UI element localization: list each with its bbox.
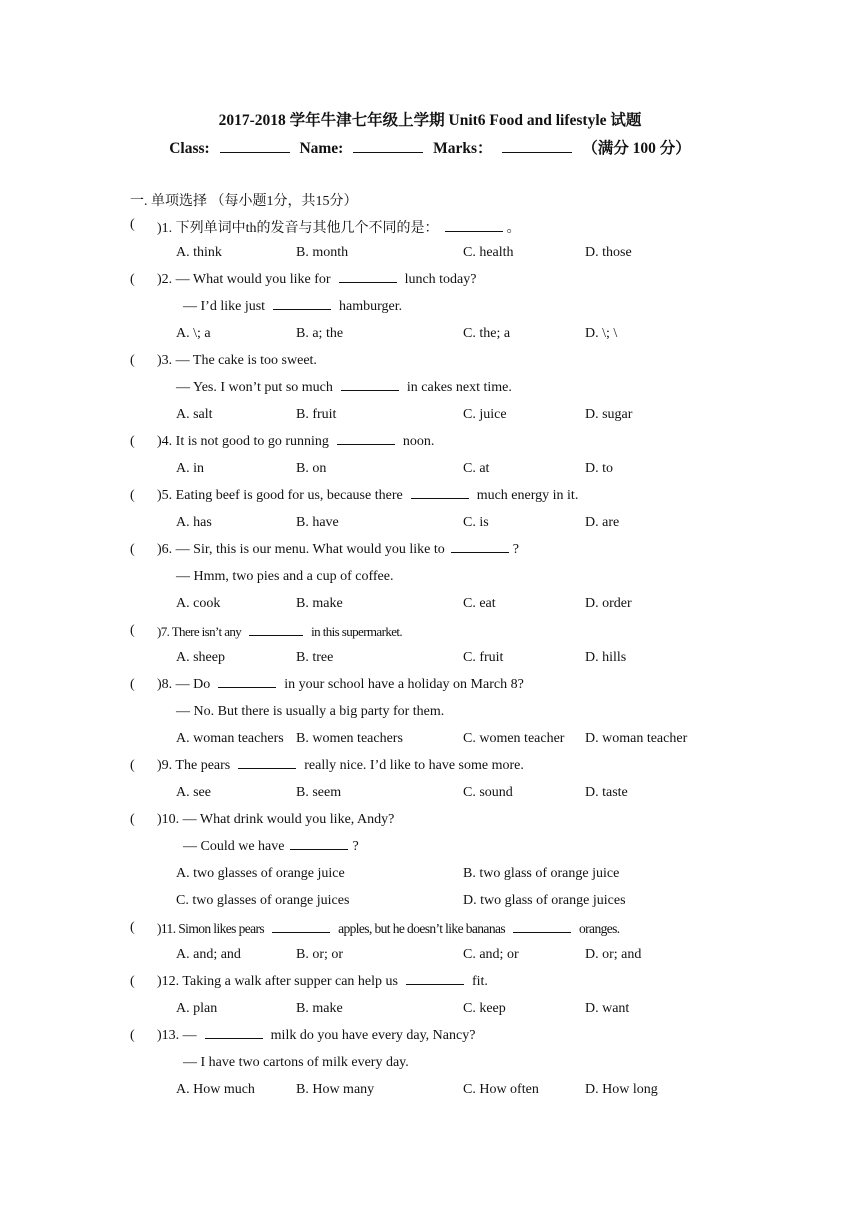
continuation-end: ?: [352, 839, 359, 854]
question-number: )2.: [157, 272, 173, 287]
question-text: [157, 488, 578, 504]
question-number: )7.: [157, 624, 170, 639]
option-d: D. \; \: [585, 326, 618, 341]
question-number: )12.: [157, 974, 180, 989]
option-c: C. two glasses of orange juices: [176, 893, 350, 908]
continuation-end: in cakes next time.: [406, 380, 512, 395]
option-b: B. How many: [296, 1082, 375, 1097]
answer-blank: [341, 380, 399, 391]
student-info-line: [0, 136, 860, 158]
answer-blank: [238, 758, 296, 769]
answer-paren: (: [130, 434, 135, 449]
option-a: A. sheep: [176, 650, 225, 665]
question-text: [157, 542, 519, 558]
option-a: A. see: [176, 785, 211, 800]
question-stem-end: 。: [506, 221, 521, 236]
option-c: C. the; a: [463, 326, 511, 341]
question-stem-end: fit.: [471, 974, 488, 989]
option-d: D. or; and: [585, 947, 642, 962]
marks-label: Marks：: [433, 140, 493, 157]
continuation-text: — I’d like just: [183, 299, 266, 314]
option-c: C. health: [463, 245, 514, 260]
option-c: C. How often: [463, 1082, 539, 1097]
answer-paren: (: [130, 272, 135, 287]
option-a: A. two glasses of orange juice: [176, 866, 345, 881]
option-b: B. or; or: [296, 947, 344, 962]
option-d: D. How long: [585, 1082, 658, 1097]
question-number: )6.: [157, 542, 173, 557]
answer-blank: [249, 625, 303, 636]
option-b: B. seem: [296, 785, 342, 800]
question-stem-end: milk do you have every day, Nancy?: [270, 1028, 476, 1043]
question-stem: 下列单词中th的发音与其他几个不同的是：: [175, 221, 439, 236]
question-stem: There isn’t any: [171, 624, 242, 639]
option-a: A. plan: [176, 1001, 218, 1016]
answer-paren: (: [130, 1028, 135, 1043]
answer-paren: (: [130, 920, 135, 935]
name-blank: [353, 140, 423, 153]
class-blank: [220, 140, 290, 153]
question-number: )10.: [157, 812, 180, 827]
question-text: [157, 974, 488, 990]
question-text: [157, 217, 521, 237]
option-d: D. woman teacher: [585, 731, 688, 746]
option-b: B. women teachers: [296, 731, 403, 746]
option-c: C. eat: [463, 596, 496, 611]
option-d: D. sugar: [585, 407, 633, 422]
question-stem: Eating beef is good for us, because there: [175, 488, 403, 503]
option-c: C. at: [463, 461, 490, 476]
option-c: C. fruit: [463, 650, 504, 665]
question-stem: — Sir, this is our menu. What would you like to: [175, 542, 445, 557]
option-d: D. taste: [585, 785, 628, 800]
option-c: C. and; or: [463, 947, 519, 962]
question-continuation: — I have two cartons of milk every day.: [183, 1055, 409, 1070]
answer-blank: [273, 299, 331, 310]
question-stem-end: in your school have a holiday on March 8?: [284, 677, 524, 692]
option-b: B. a; the: [296, 326, 344, 341]
option-b: B. make: [296, 1001, 343, 1016]
option-c: C. keep: [463, 1001, 506, 1016]
option-a: A. think: [176, 245, 222, 260]
option-b: B. have: [296, 515, 339, 530]
answer-blank: [445, 221, 503, 232]
option-b: B. make: [296, 596, 343, 611]
answer-paren: (: [130, 758, 135, 773]
continuation-text: — Yes. I won’t put so much: [176, 380, 333, 395]
option-a: A. salt: [176, 407, 213, 422]
option-a: A. woman teachers: [176, 731, 284, 746]
answer-paren: (: [130, 217, 135, 232]
option-d: D. want: [585, 1001, 630, 1016]
name-label: Name:: [299, 140, 344, 157]
question-number: )8.: [157, 677, 173, 692]
full-marks-note: （满分 100 分）: [582, 140, 691, 157]
question-number: )13.: [157, 1028, 180, 1043]
page-title: 2017-2018 学年牛津七年级上学期 Unit6 Food and lifestyle 试题: [218, 112, 642, 129]
option-d: D. hills: [585, 650, 627, 665]
marks-blank: [502, 140, 572, 153]
question-text: [157, 921, 620, 937]
answer-blank: [406, 974, 464, 985]
question-stem: The pears: [175, 758, 231, 773]
question-stem-end: in this supermarket.: [311, 624, 403, 639]
answer-blank: [205, 1028, 263, 1039]
option-d: D. those: [585, 245, 632, 260]
option-b: B. tree: [296, 650, 334, 665]
question-stem: — What would you like for: [175, 272, 331, 287]
question-number: )1.: [157, 221, 173, 236]
question-text: [157, 434, 434, 450]
answer-blank: [272, 922, 330, 933]
option-a: A. cook: [176, 596, 221, 611]
answer-paren: (: [130, 353, 135, 368]
question-stem: Simon likes pears: [178, 921, 265, 936]
question-number: )5.: [157, 488, 173, 503]
answer-blank: [290, 839, 348, 850]
answer-paren: (: [130, 488, 135, 503]
class-label: Class:: [169, 140, 210, 157]
option-a: A. and; and: [176, 947, 241, 962]
option-c: C. juice: [463, 407, 507, 422]
question-text: [157, 272, 476, 288]
question-stem: — What drink would you like, Andy?: [182, 812, 395, 827]
question-number: )11.: [157, 921, 176, 936]
question-text: [157, 353, 317, 369]
question-continuation: [176, 380, 512, 396]
question-stem: — The cake is too sweet.: [175, 353, 317, 368]
question-stem-end: lunch today?: [404, 272, 477, 287]
option-c: C. women teacher: [463, 731, 565, 746]
question-number: )3.: [157, 353, 173, 368]
question-stem-end: ?: [512, 542, 519, 557]
question-stem-end: much energy in it.: [476, 488, 579, 503]
option-a: A. How much: [176, 1082, 255, 1097]
option-a: A. has: [176, 515, 212, 530]
question-stem-end: really nice. I’d like to have some more.: [304, 758, 524, 773]
option-c: C. is: [463, 515, 489, 530]
answer-blank: [337, 434, 395, 445]
question-text: [157, 758, 524, 774]
answer-blank: [339, 272, 397, 283]
option-d: D. order: [585, 596, 632, 611]
question-text: [157, 812, 394, 828]
question-stem: Taking a walk after supper can help us: [182, 974, 398, 989]
question-stem-end: oranges.: [579, 921, 620, 936]
question-continuation: [183, 299, 402, 315]
answer-paren: (: [130, 677, 135, 692]
question-stem-middle: apples, but he doesn’t like bananas: [338, 921, 506, 936]
question-continuation: — No. But there is usually a big party for them.: [176, 704, 445, 719]
option-a: A. \; a: [176, 326, 211, 341]
question-number: )9.: [157, 758, 173, 773]
question-continuation: — Hmm, two pies and a cup of coffee.: [176, 569, 394, 584]
continuation-text: — Could we have: [183, 839, 285, 854]
question-stem: —: [182, 1028, 197, 1043]
answer-paren: (: [130, 974, 135, 989]
option-b: B. month: [296, 245, 349, 260]
option-d: D. to: [585, 461, 613, 476]
question-stem-end: noon.: [402, 434, 435, 449]
answer-blank: [218, 677, 276, 688]
option-d: D. two glass of orange juices: [463, 893, 626, 908]
option-d: D. are: [585, 515, 620, 530]
question-number: )4.: [157, 434, 173, 449]
answer-blank: [411, 488, 469, 499]
continuation-end: hamburger.: [339, 299, 403, 314]
answer-blank: [513, 922, 571, 933]
question-text: [157, 1028, 475, 1044]
question-text: [157, 677, 524, 693]
option-a: A. in: [176, 461, 204, 476]
question-text: [157, 624, 402, 640]
answer-blank: [451, 542, 509, 553]
answer-paren: (: [130, 623, 135, 638]
answer-paren: (: [130, 542, 135, 557]
answer-paren: (: [130, 812, 135, 827]
question-continuation: [183, 839, 359, 855]
option-b: B. two glass of orange juice: [463, 866, 620, 881]
option-b: B. on: [296, 461, 327, 476]
question-stem: — Do: [175, 677, 211, 692]
option-b: B. fruit: [296, 407, 337, 422]
section-heading: 一. 单项选择 （每小题1分，共15分）: [130, 194, 358, 209]
option-c: C. sound: [463, 785, 513, 800]
question-stem: It is not good to go running: [175, 434, 329, 449]
